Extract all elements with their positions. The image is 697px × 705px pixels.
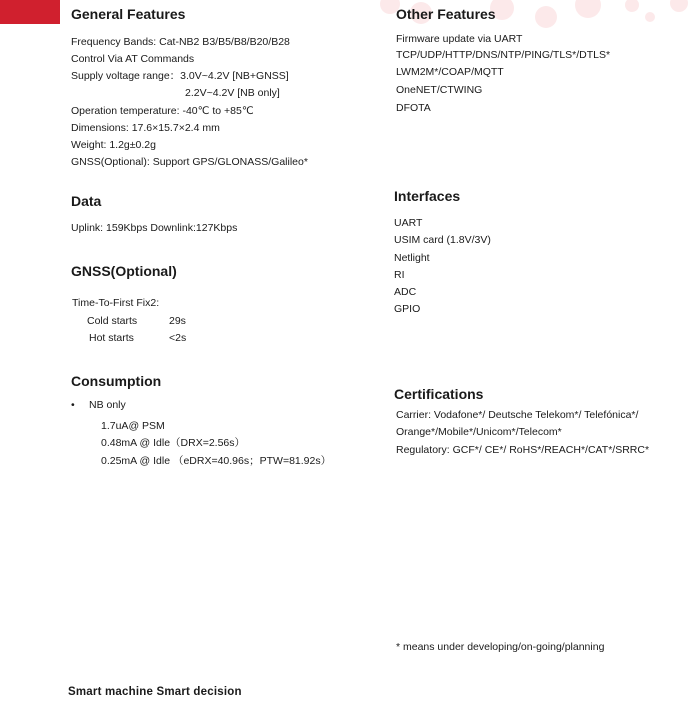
interface-item: GPIO [394, 303, 421, 315]
psm-current-text: 1.7uA@ PSM [101, 420, 165, 432]
weight-text: Weight: 1.2g±0.2g [71, 139, 156, 151]
brand-accent-bar [0, 0, 60, 24]
carrier-text: Carrier: Vodafone*/ Deutsche Telekom*/ Telefónica*/ [396, 409, 639, 421]
hot-starts-value: <2s [169, 332, 187, 344]
cold-starts-label: Cold starts [87, 315, 138, 327]
idle-edrx-current-text: 0.25mA @ Idle （eDRX=40.96s；PTW=81.92s） [101, 455, 332, 467]
control-text: Control Via AT Commands [71, 53, 195, 65]
interface-item: Netlight [394, 252, 430, 264]
interfaces-heading: Interfaces [394, 188, 461, 204]
lwm2m-text: LWM2M*/COAP/MQTT [396, 66, 504, 78]
regulatory-text: Regulatory: GCF*/ CE*/ RoHS*/REACH*/CAT*/SRRC* [396, 444, 650, 456]
frequency-bands-text: Frequency Bands: Cat-NB2 B3/B5/B8/B20/B28 [71, 36, 290, 48]
supply-voltage-text: Supply voltage range：3.0V~4.2V [NB+GNSS] [71, 70, 289, 82]
interface-item: ADC [394, 286, 417, 298]
certifications-heading: Certifications [394, 386, 484, 402]
interface-item: USIM card (1.8V/3V) [394, 234, 491, 246]
consumption-heading: Consumption [71, 373, 162, 389]
gnss-heading: GNSS(Optional) [71, 263, 177, 279]
development-note: * means under developing/on-going/planning [396, 641, 605, 653]
gnss-support-text: GNSS(Optional): Support GPS/GLONASS/Galileo* [71, 156, 308, 168]
nb-only-text: NB only [89, 399, 126, 411]
hot-starts-label: Hot starts [89, 332, 134, 344]
data-rates-text: Uplink: 159Kbps Downlink:127Kbps [71, 222, 238, 234]
dfota-text: DFOTA [396, 102, 431, 114]
other-features-heading: Other Features [396, 6, 496, 22]
firmware-update-text: Firmware update via UART [396, 33, 523, 45]
ttff-text: Time-To-First Fix2: [72, 297, 160, 309]
idle-drx-current-text: 0.48mA @ Idle（DRX=2.56s） [101, 437, 246, 449]
protocols-text: TCP/UDP/HTTP/DNS/NTP/PING/TLS*/DTLS* [396, 49, 611, 61]
operation-temperature-text: Operation temperature: -40℃ to +85℃ [71, 105, 254, 117]
supply-voltage-nb-text: 2.2V~4.2V [NB only] [185, 87, 280, 99]
bullet-icon: • [71, 399, 75, 411]
footer-slogan: Smart machine Smart decision [68, 686, 242, 698]
general-features-heading: General Features [71, 6, 186, 22]
carrier-cont-text: Orange*/Mobile*/Unicom*/Telecom* [396, 426, 562, 438]
dimensions-text: Dimensions: 17.6×15.7×2.4 mm [71, 122, 220, 134]
interface-item: RI [394, 269, 405, 281]
onenet-text: OneNET/CTWING [396, 84, 483, 96]
cold-starts-value: 29s [169, 315, 186, 327]
data-heading: Data [71, 193, 102, 209]
interface-item: UART [394, 217, 423, 229]
